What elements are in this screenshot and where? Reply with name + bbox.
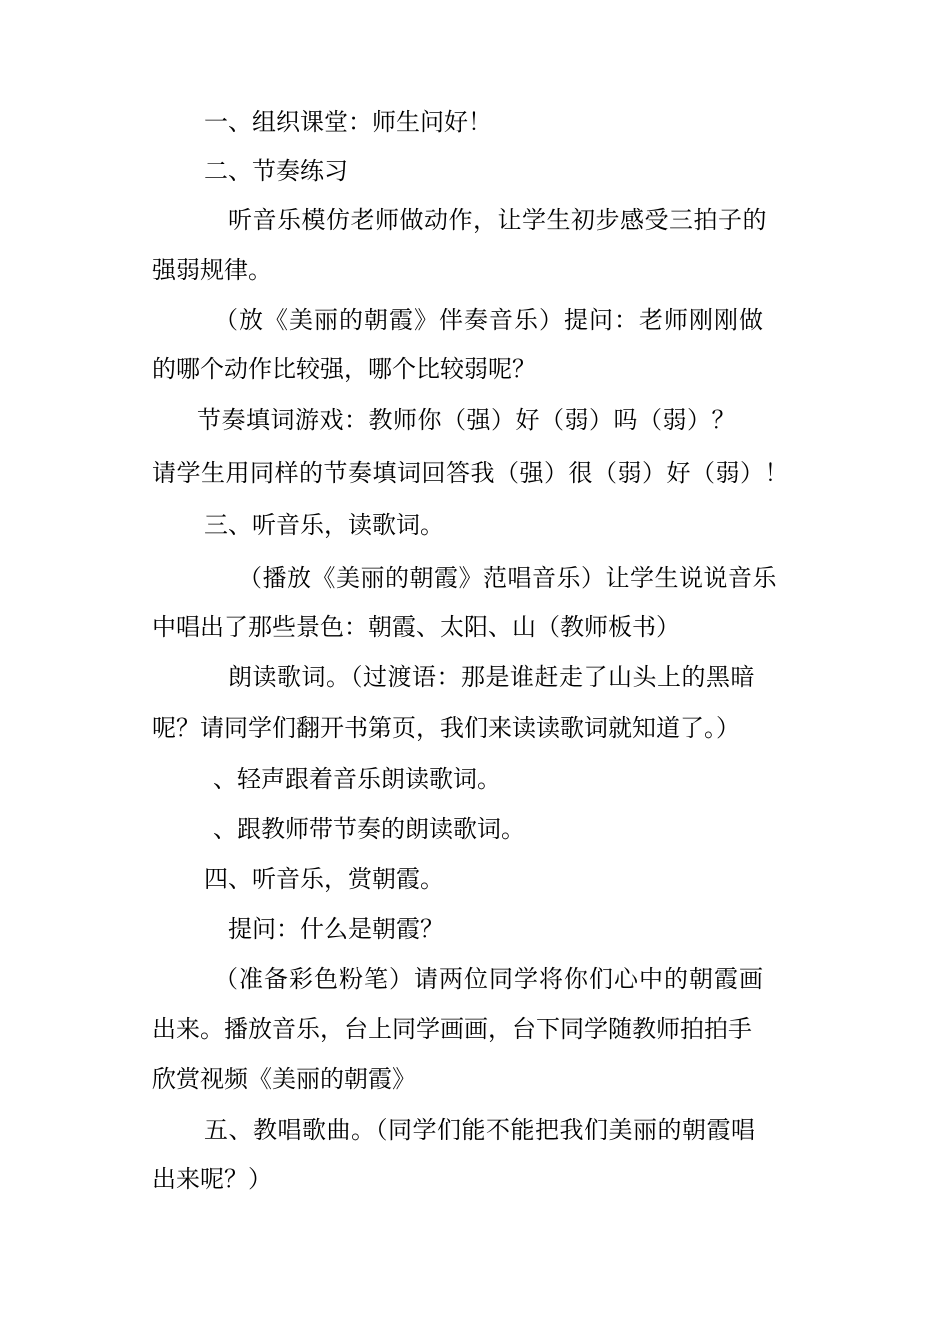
paragraph-line: 出来。播放音乐，台上同学画画，台下同学随教师拍拍手 — [152, 1015, 752, 1043]
paragraph-line: （放《美丽的朝霞》伴奏音乐）提问：老师刚刚做 — [214, 306, 764, 334]
heading-5-teach-song: 五、教唱歌曲。（同学们能不能把我们美丽的朝霞唱 — [204, 1116, 756, 1144]
paragraph-line: 请学生用同样的节奏填词回答我（强）很（弱）好（弱）！ — [152, 459, 789, 487]
paragraph-line: （播放《美丽的朝霞》范唱音乐）让学生说说音乐 — [238, 564, 777, 592]
paragraph-line: 朗读歌词。（过渡语：那是谁赶走了山头上的黑暗 — [228, 663, 755, 691]
paragraph-line: 提问：什么是朝霞？ — [228, 915, 444, 943]
list-item-line: 、跟教师带节奏的朗读歌词。 — [213, 815, 525, 843]
heading-4-listen-enjoy: 四、听音乐，赏朝霞。 — [204, 865, 444, 893]
paragraph-line: 出来呢？） — [152, 1165, 272, 1193]
heading-3-listen-read-lyrics: 三、听音乐，读歌词。 — [204, 511, 444, 539]
heading-1-organize-class: 一、组织课堂：师生问好！ — [204, 108, 492, 136]
paragraph-line: 强弱规律。 — [152, 256, 272, 284]
paragraph-line: 中唱出了那些景色：朝霞、太阳、山（教师板书） — [152, 613, 680, 641]
paragraph-line: 的哪个动作比较强，哪个比较弱呢？ — [152, 355, 536, 383]
heading-2-rhythm-practice: 二、节奏练习 — [204, 157, 348, 185]
paragraph-line: （准备彩色粉笔）请两位同学将你们心中的朝霞画 — [214, 965, 764, 993]
paragraph-line: 听音乐模仿老师做动作，让学生初步感受三拍子的 — [228, 206, 767, 234]
list-item-line: 、轻声跟着音乐朗读歌词。 — [213, 765, 501, 793]
paragraph-line: 欣赏视频《美丽的朝霞》 — [152, 1065, 416, 1093]
paragraph-line: 呢？请同学们翻开书第页，我们来读读歌词就知道了。） — [152, 714, 740, 742]
paragraph-line: 节奏填词游戏：教师你（强）好（弱）吗（弱）？ — [197, 406, 736, 434]
